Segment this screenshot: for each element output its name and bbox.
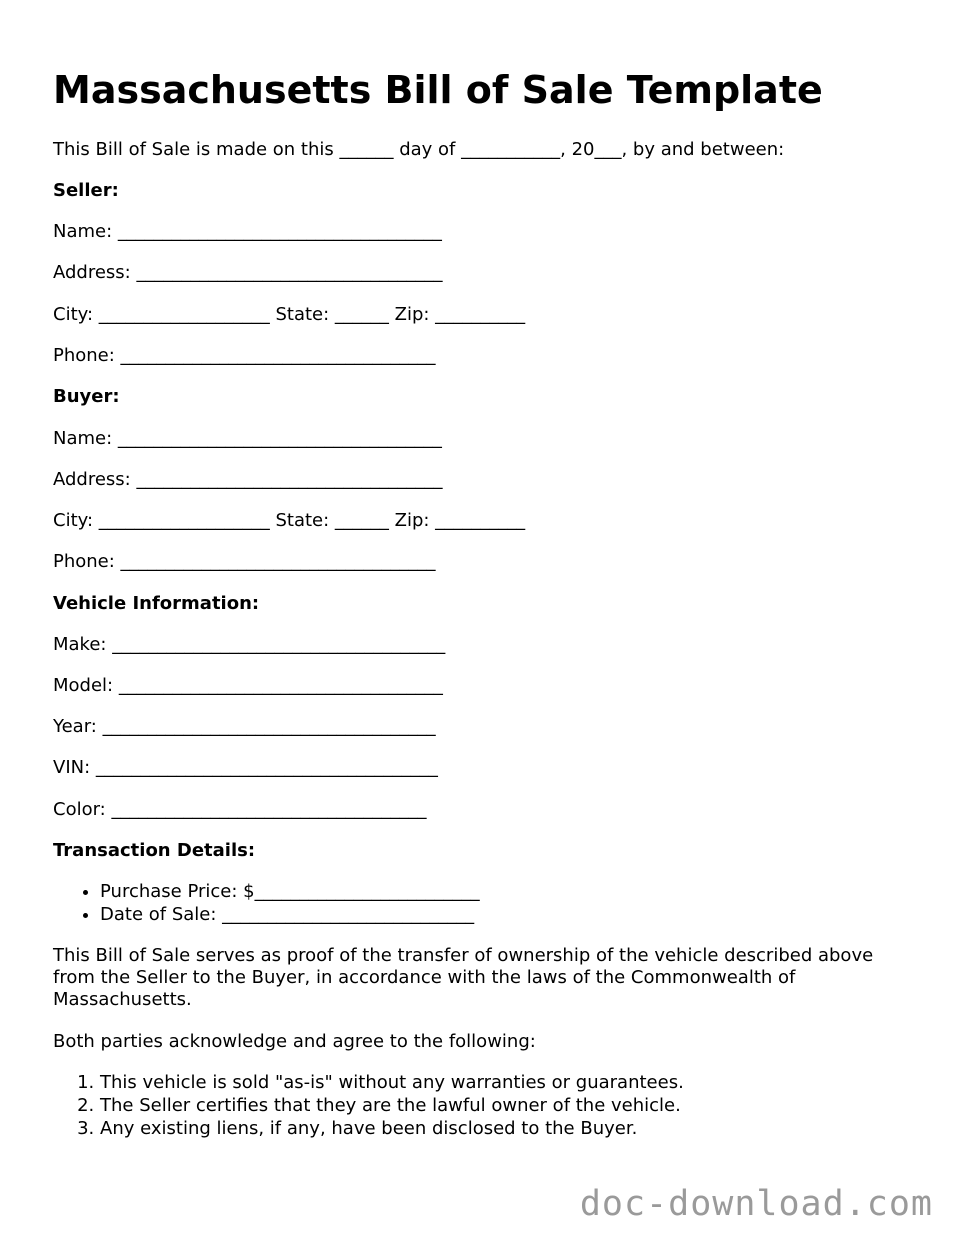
vehicle-color-field: Color: ___________________________________ (53, 799, 427, 820)
purchase-price-item: • Purchase Price: $_________________________ (100, 880, 480, 903)
acknowledge-line: Both parties acknowledge and agree to the following: (53, 1031, 536, 1052)
buyer-name-field: Name: ____________________________________ (53, 428, 442, 449)
buyer-city-state-zip-field: City: ___________________ State: ______ Zip: __________ (53, 510, 526, 531)
vehicle-heading: Vehicle Information: (53, 593, 260, 614)
ownership-statement: This Bill of Sale serves as proof of the transfer of ownership of the vehicle described above from the Seller to the Buyer, in accordance with the laws of the Commonwealth of Massachusetts. (53, 945, 874, 1010)
terms-list (53, 1071, 684, 1140)
buyer-phone-field: Phone: ___________________________________ (53, 551, 436, 572)
term-item: 2. The Seller certifies that they are the lawful owner of the vehicle. (100, 1094, 684, 1117)
seller-city-state-zip-field: City: ___________________ State: ______ Zip: __________ (53, 304, 526, 325)
transaction-list (53, 880, 480, 926)
seller-phone-field: Phone: ___________________________________ (53, 345, 436, 366)
seller-address-field: Address: __________________________________ (53, 262, 443, 283)
term-item: 3. Any existing liens, if any, have been disclosed to the Buyer. (100, 1117, 684, 1140)
buyer-address-field: Address: __________________________________ (53, 469, 443, 490)
document-title: Massachusetts Bill of Sale Template (53, 68, 823, 112)
vehicle-make-field: Make: _____________________________________ (53, 634, 446, 655)
buyer-heading: Buyer: (53, 386, 120, 407)
vehicle-vin-field: VIN: ______________________________________ (53, 757, 438, 778)
vehicle-year-field: Year: _____________________________________ (53, 716, 436, 737)
vehicle-model-field: Model: ____________________________________ (53, 675, 443, 696)
term-item: 1. This vehicle is sold "as-is" without any warranties or guarantees. (100, 1071, 684, 1094)
transaction-heading: Transaction Details: (53, 840, 256, 861)
seller-heading: Seller: (53, 180, 119, 201)
date-of-sale-item: • Date of Sale: ____________________________ (100, 903, 480, 926)
watermark: doc-download.com (579, 1184, 933, 1224)
intro-line: This Bill of Sale is made on this ______ day of ___________, 20___, by and between: (53, 139, 785, 160)
seller-name-field: Name: ____________________________________ (53, 221, 442, 242)
